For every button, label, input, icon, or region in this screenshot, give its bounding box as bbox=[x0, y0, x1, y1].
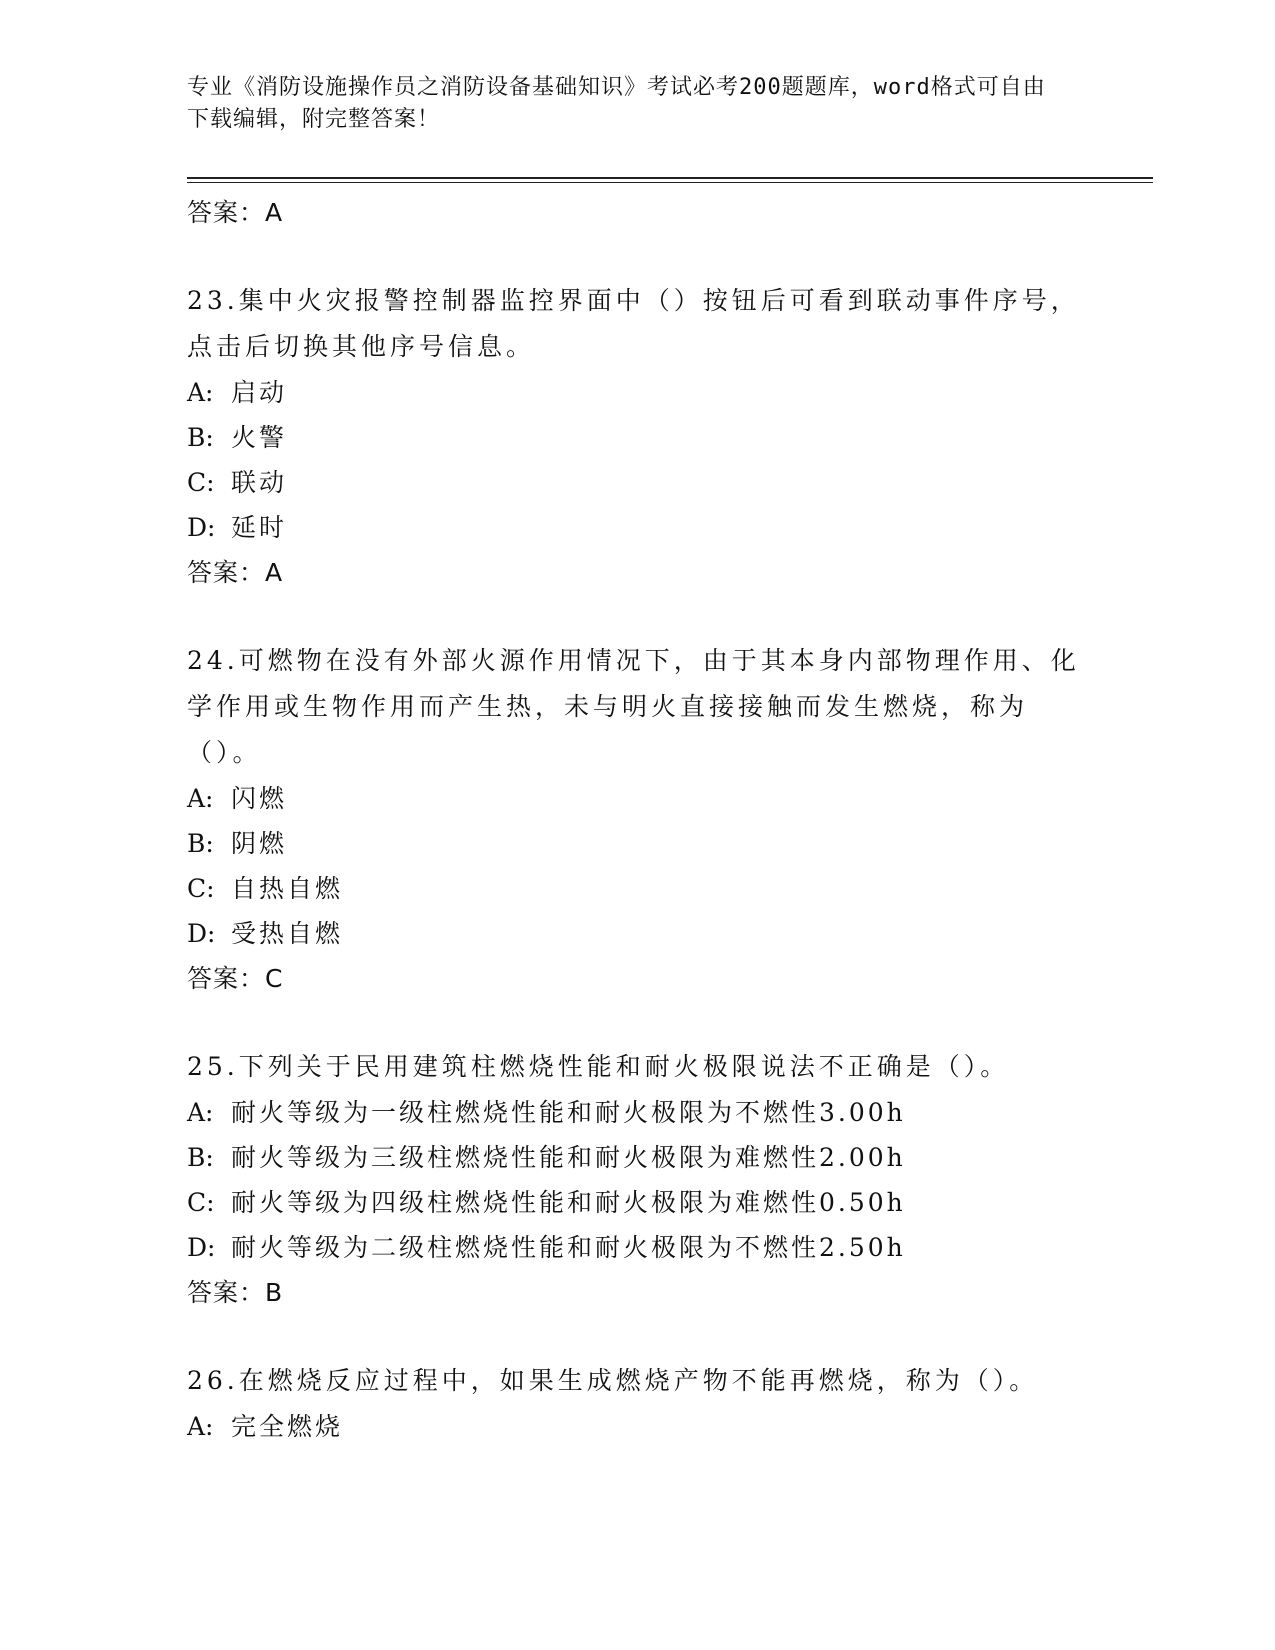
option-text: 耐火等级为四级柱燃烧性能和耐火极限为难燃性0.50h bbox=[231, 1188, 906, 1217]
option-c bbox=[187, 866, 1087, 911]
option-letter: D: bbox=[187, 513, 216, 542]
question-answer: 答案：B bbox=[187, 1278, 284, 1307]
option-text: 延时 bbox=[231, 513, 288, 542]
option-letter: C: bbox=[187, 468, 215, 497]
option-text: 启动 bbox=[231, 378, 288, 407]
header-rule-thick bbox=[187, 177, 1153, 179]
option-text: 火警 bbox=[231, 423, 288, 452]
option-letter: D: bbox=[187, 919, 216, 948]
option-letter: D: bbox=[187, 1233, 216, 1262]
question-26 bbox=[187, 1358, 1087, 1449]
option-text: 耐火等级为一级柱燃烧性能和耐火极限为不燃性3.00h bbox=[231, 1098, 906, 1127]
option-letter: B: bbox=[187, 829, 214, 858]
option-text: 耐火等级为二级柱燃烧性能和耐火极限为不燃性2.50h bbox=[231, 1233, 906, 1262]
option-text: 自热自燃 bbox=[231, 874, 344, 903]
option-b bbox=[187, 821, 1087, 866]
option-b bbox=[187, 415, 1087, 460]
lead-answer: 答案：A bbox=[187, 198, 284, 227]
option-d bbox=[187, 505, 1087, 550]
question-25 bbox=[187, 1044, 1087, 1315]
question-stem: 23.集中火灾报警控制器监控界面中（）按钮后可看到联动事件序号，点击后切换其他序号信息。 bbox=[187, 286, 1080, 361]
option-b bbox=[187, 1135, 1087, 1180]
question-stem: 25.下列关于民用建筑柱燃烧性能和耐火极限说法不正确是（）。 bbox=[187, 1052, 1010, 1081]
option-c bbox=[187, 1180, 1087, 1225]
option-text: 完全燃烧 bbox=[231, 1412, 344, 1441]
option-a bbox=[187, 1404, 1087, 1449]
option-text: 阴燃 bbox=[231, 829, 288, 858]
header-title: 专业《消防设施操作员之消防设备基础知识》考试必考200题题库，word格式可自由下载编辑，附完整答案！ bbox=[187, 75, 1046, 132]
option-letter: A: bbox=[187, 1412, 214, 1441]
question-answer: 答案：A bbox=[187, 558, 284, 587]
option-a bbox=[187, 370, 1087, 415]
option-letter: C: bbox=[187, 874, 215, 903]
question-24 bbox=[187, 638, 1087, 1001]
question-answer: 答案：C bbox=[187, 964, 284, 993]
option-letter: A: bbox=[187, 1098, 214, 1127]
option-text: 受热自燃 bbox=[231, 919, 344, 948]
option-a bbox=[187, 1090, 1087, 1135]
option-letter: C: bbox=[187, 1188, 215, 1217]
option-c bbox=[187, 460, 1087, 505]
option-letter: A: bbox=[187, 784, 214, 813]
question-stem: 24.可燃物在没有外部火源作用情况下，由于其本身内部物理作用、化学作用或生物作用而产生热，未与明火直接接触而发生燃烧，称为（）。 bbox=[187, 646, 1080, 767]
option-d bbox=[187, 1225, 1087, 1270]
header-rule-thin bbox=[187, 182, 1153, 183]
option-letter: B: bbox=[187, 423, 214, 452]
question-stem: 26.在燃烧反应过程中，如果生成燃烧产物不能再燃烧，称为（）。 bbox=[187, 1366, 1039, 1395]
option-a bbox=[187, 776, 1087, 821]
document-header bbox=[187, 72, 1067, 136]
option-text: 耐火等级为三级柱燃烧性能和耐火极限为难燃性2.00h bbox=[231, 1143, 906, 1172]
option-text: 联动 bbox=[231, 468, 288, 497]
question-23 bbox=[187, 278, 1087, 595]
option-d bbox=[187, 911, 1087, 956]
option-text: 闪燃 bbox=[231, 784, 288, 813]
option-letter: B: bbox=[187, 1143, 214, 1172]
document-body bbox=[187, 190, 1087, 1449]
option-letter: A: bbox=[187, 378, 214, 407]
